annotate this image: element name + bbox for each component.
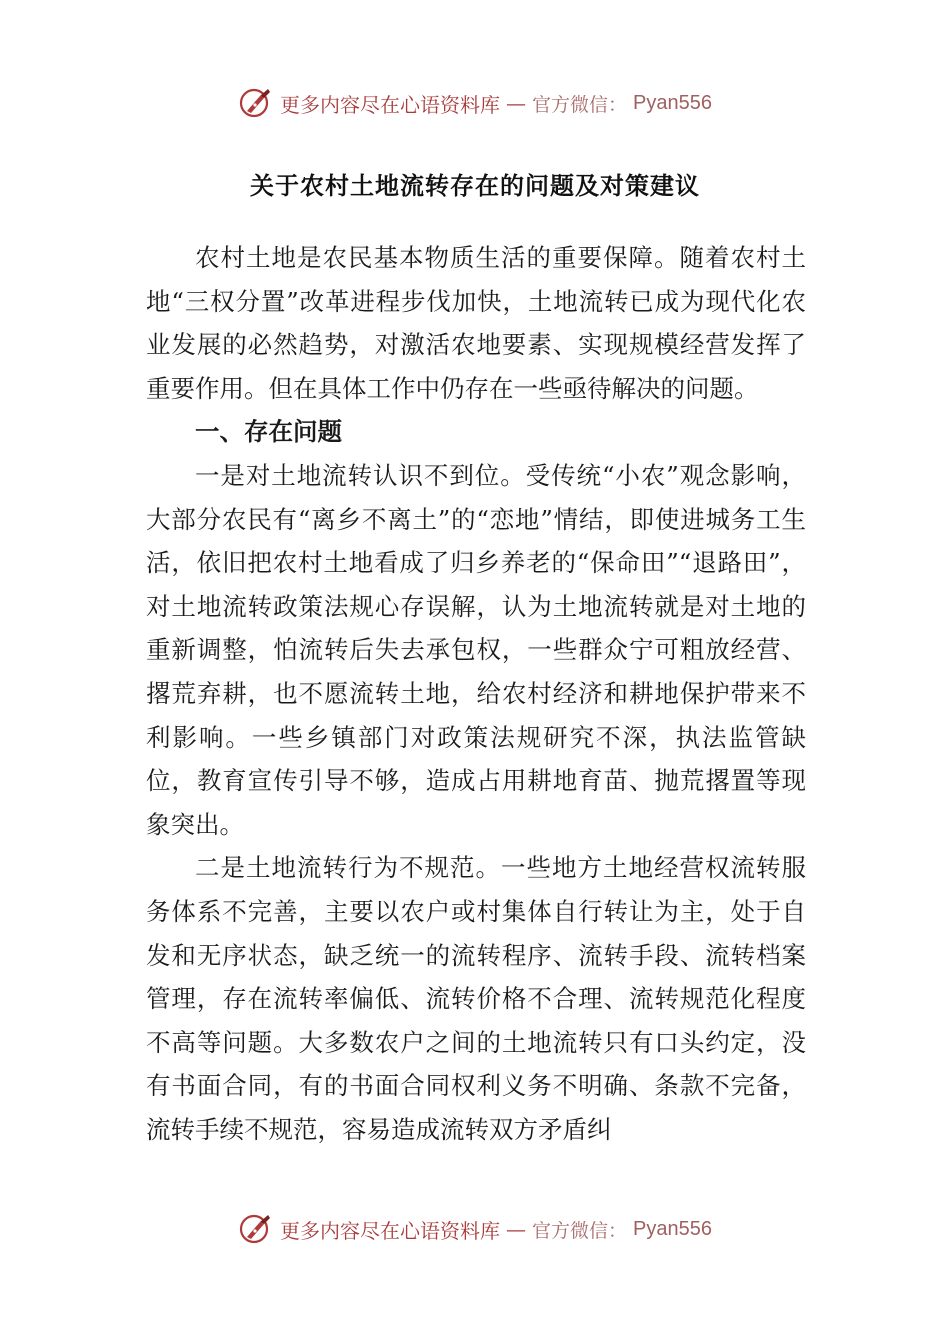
- header-watermark-banner: [0, 81, 950, 125]
- document-body: [146, 236, 806, 1151]
- watermark-brand-text: 更多内容尽在心语资料库: [280, 92, 500, 117]
- body-paragraph: 二是土地流转行为不规范。一些地方土地经营权流转服务体系不完善，主要以农户或村集体自行转让为主，处于自发和无序状态，缺乏统一的流转程序、流转手段、流转档案管理，存在流转率偏低、流转价格不合理、流转规范化程度不高等问题。大多数农户之间的土地流转只有口头约定，没有书面合同，有的书面合同权利义务不明确、条款不完备，流转手续不规范，容易造成流转双方矛盾纠: [146, 853, 806, 1144]
- pen-nib-logo-icon: [238, 85, 274, 121]
- footer-watermark-banner: [0, 1207, 950, 1251]
- section-heading: 一、存在问题: [195, 417, 342, 447]
- intro-paragraph: 农村土地是农民基本物质生活的重要保障。随着农村土地“三权分置”改革进程步伐加快，土地流转已成为现代化农业发展的必然趋势，对激活农地要素、实现规模经营发挥了重要作用。但在具体工作中仍存在一些亟待解决的问题。: [146, 243, 806, 403]
- body-paragraph: 一是对土地流转认识不到位。受传统“小农”观念影响，大部分农民有“离乡不离土”的“恋地”情结，即使进城务工生活，依旧把农村土地看成了归乡养老的“保命田”“退路田”，对土地流转政策法规心存误解，认为土地流转就是对土地的重新调整，怕流转后失去承包权，一些群众宁可粗放经营、撂荒弃耕，也不愿流转土地，给农村经济和耕地保护带来不利影响。一些乡镇部门对政策法规研究不深，执法监管缺位，教育宣传引导不够，造成占用耕地育苗、抛荒撂置等现象突出。: [146, 460, 806, 839]
- watermark-brand-text: 更多内容尽在心语资料库: [280, 1218, 500, 1243]
- watermark-official-label: 官方微信：: [532, 1219, 628, 1242]
- watermark-wechat-id: Pyan556: [633, 1217, 712, 1240]
- watermark-wechat-id: Pyan556: [633, 91, 712, 114]
- watermark-official-label: 官方微信：: [532, 93, 628, 116]
- watermark-dash: —: [506, 91, 526, 115]
- watermark-dash: —: [506, 1217, 526, 1241]
- document-title: 关于农村土地流转存在的问题及对策建议: [250, 172, 700, 200]
- pen-nib-logo-icon: [238, 1211, 274, 1247]
